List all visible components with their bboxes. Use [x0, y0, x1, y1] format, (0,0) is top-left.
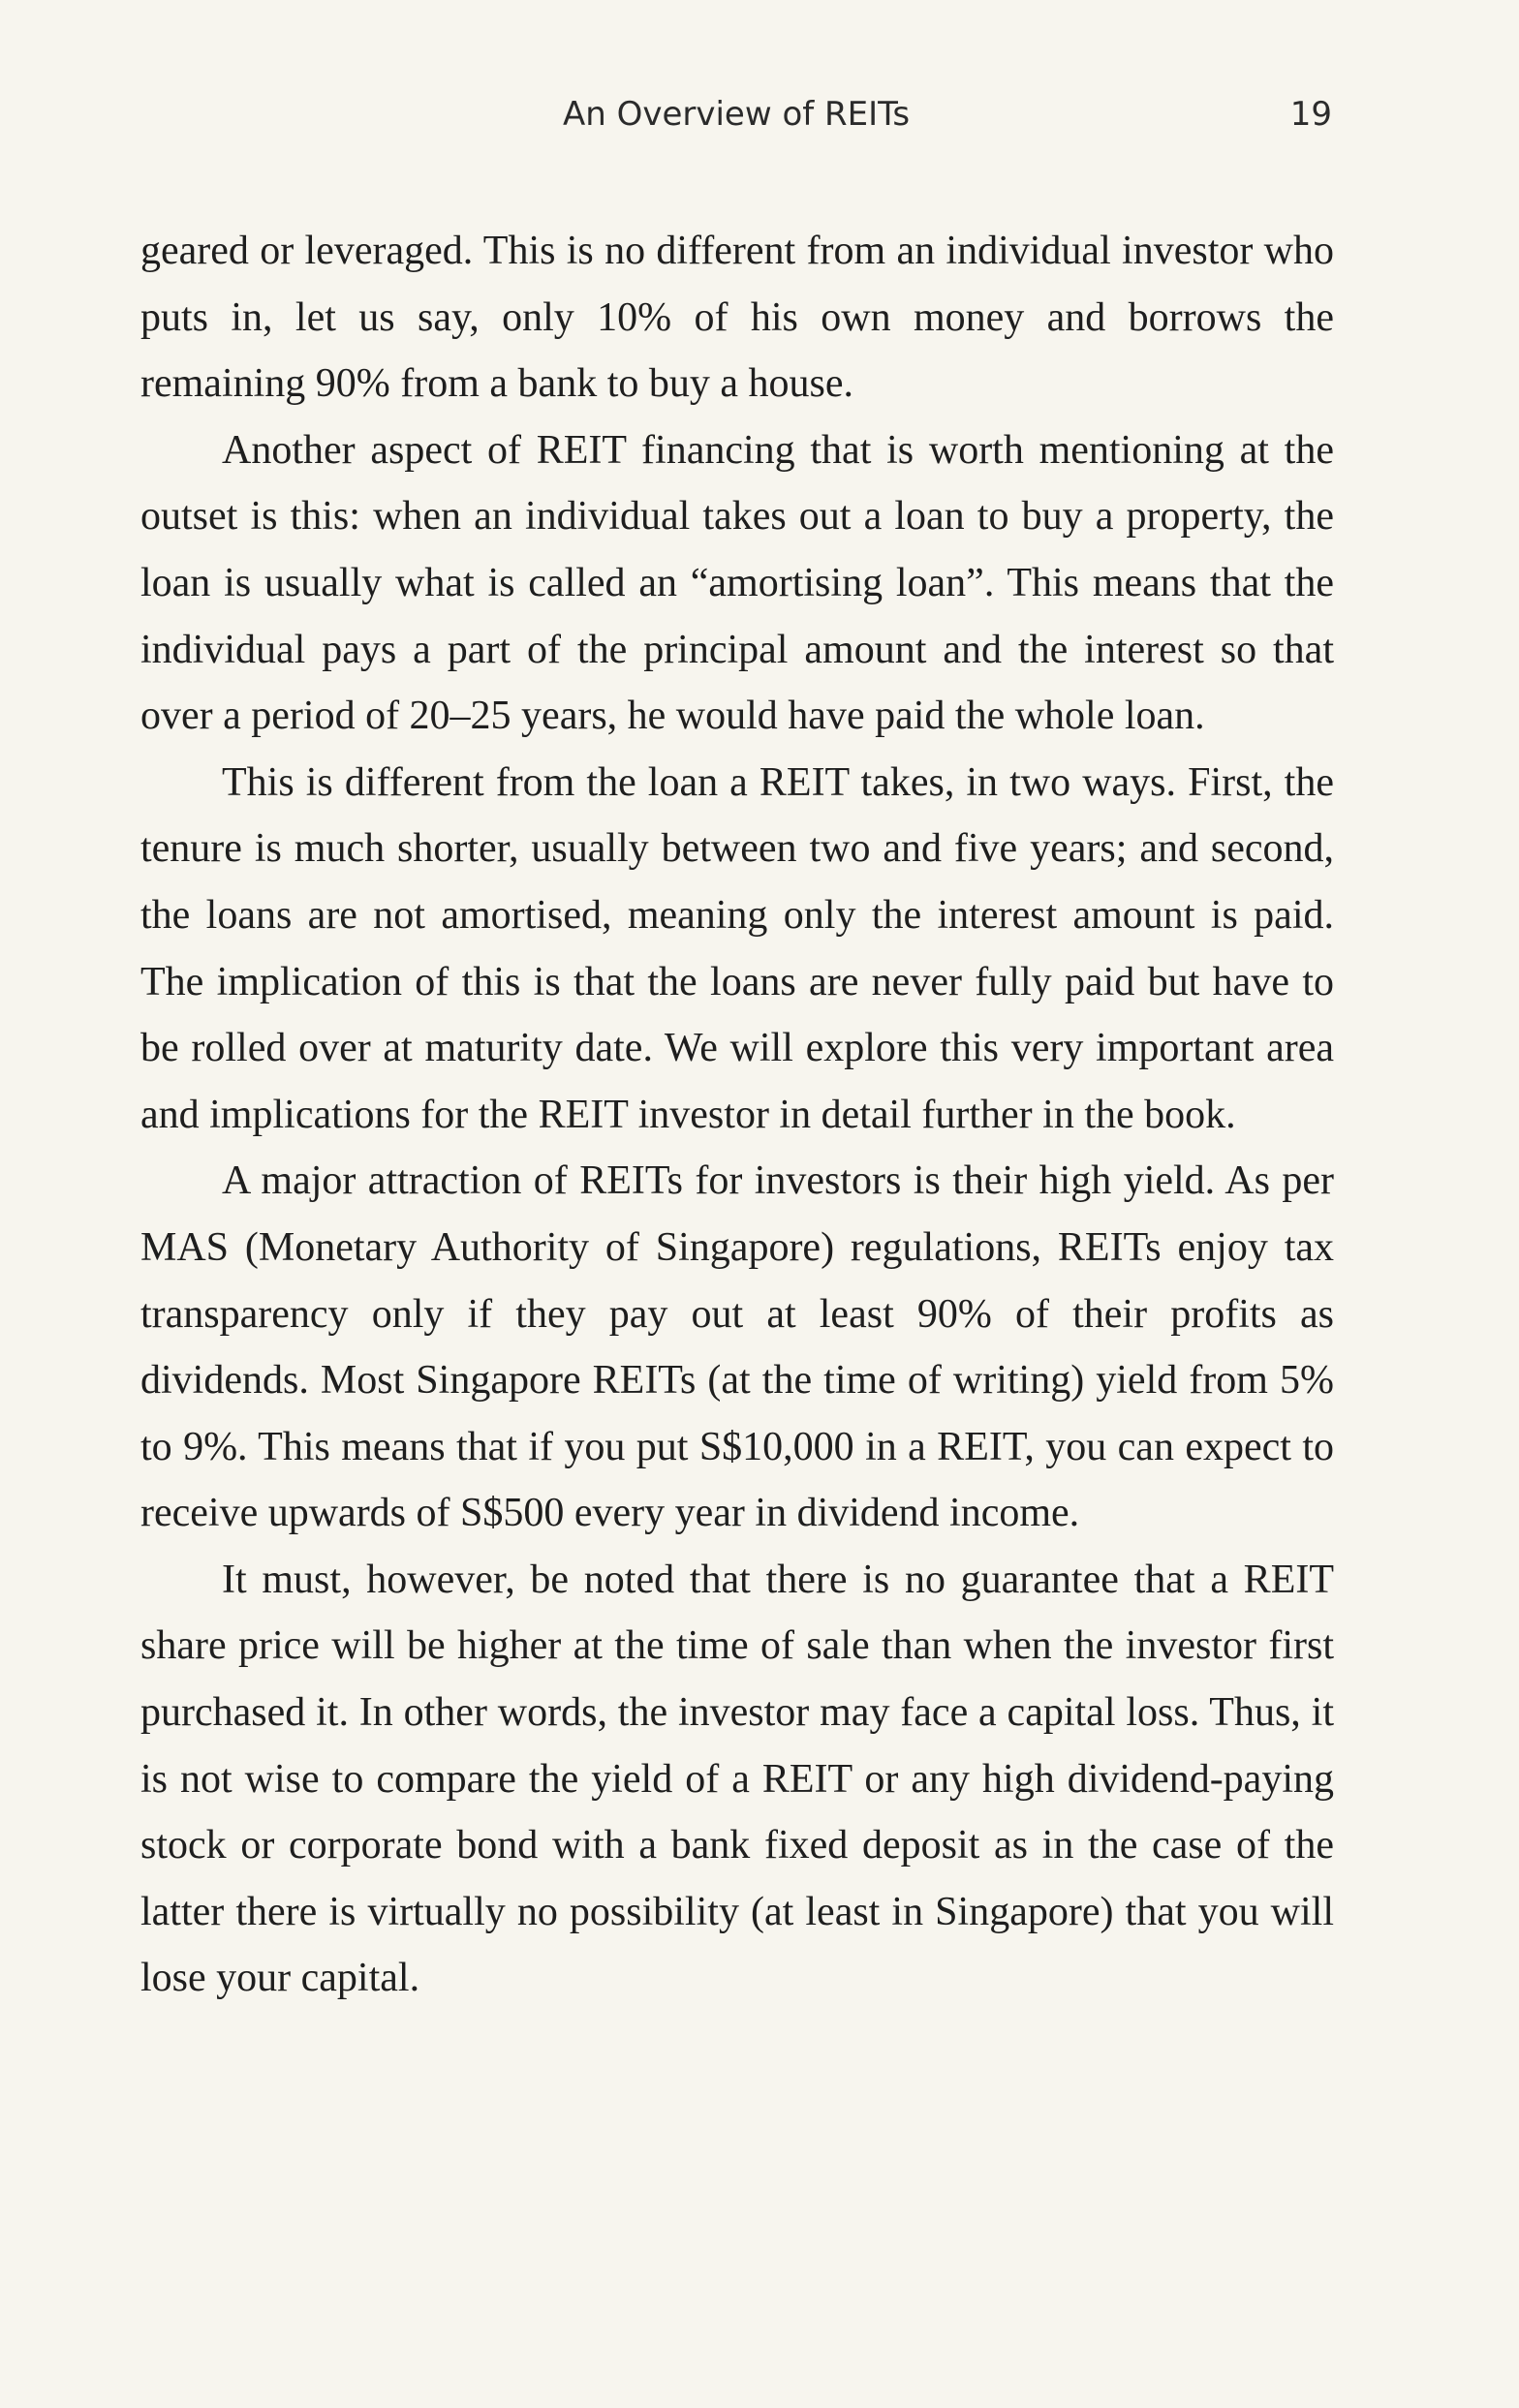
body-text: [140, 218, 1334, 2012]
page-number: 19: [1289, 95, 1332, 134]
running-title: An Overview of REITs: [562, 95, 911, 134]
paragraph-1: geared or leveraged. This is no different from an individual investor who puts in, let us say, only 10% of his own money and borrows the remaining 90% from a bank to buy a house.: [140, 229, 1334, 407]
paragraph-2: Another aspect of REIT financing that is worth mentioning at the outset is this: when an individual takes out a loan to buy a property, the loan is usually what is called an “amortising loan”. This means that the individual pays a part of the principal amount and the interest so that over a period of 20–25 years, he would have paid the whole loan.: [140, 427, 1334, 739]
paragraph-4: A major attraction of REITs for investors is their high yield. As per MAS (Monetary Authority of Singapore) regulations, REITs enjoy tax transparency only if they pay out at least 90% of their profits as dividends. Most Singapore REITs (at the time of writing) yield from 5% to 9%. This means that if you put S$10,000 in a REIT, you can expect to receive upwards of S$500 every year in dividend income.: [140, 1158, 1334, 1536]
paragraph-5: It must, however, be noted that there is no guarantee that a REIT share price will be higher at the time of sale than when the investor first purchased it. In other words, the investor may face a capital loss. Thus, it is not wise to compare the yield of a REIT or any high dividend-paying stock or corporate bond with a bank fixed deposit as in the case of the latter there is virtually no possibility (at least in Singapore) that you will lose your capital.: [140, 1557, 1334, 2001]
running-head: [140, 95, 1332, 153]
paragraph-3: This is different from the loan a REIT takes, in two ways. First, the tenure is much shorter, usually between two and five years; and second, the loans are not amortised, meaning only the interest amount is paid. The implication of this is that the loans are never fully paid but have to be rolled over at maturity date. We will explore this very important area and implications for the REIT investor in detail further in the book.: [140, 759, 1334, 1137]
